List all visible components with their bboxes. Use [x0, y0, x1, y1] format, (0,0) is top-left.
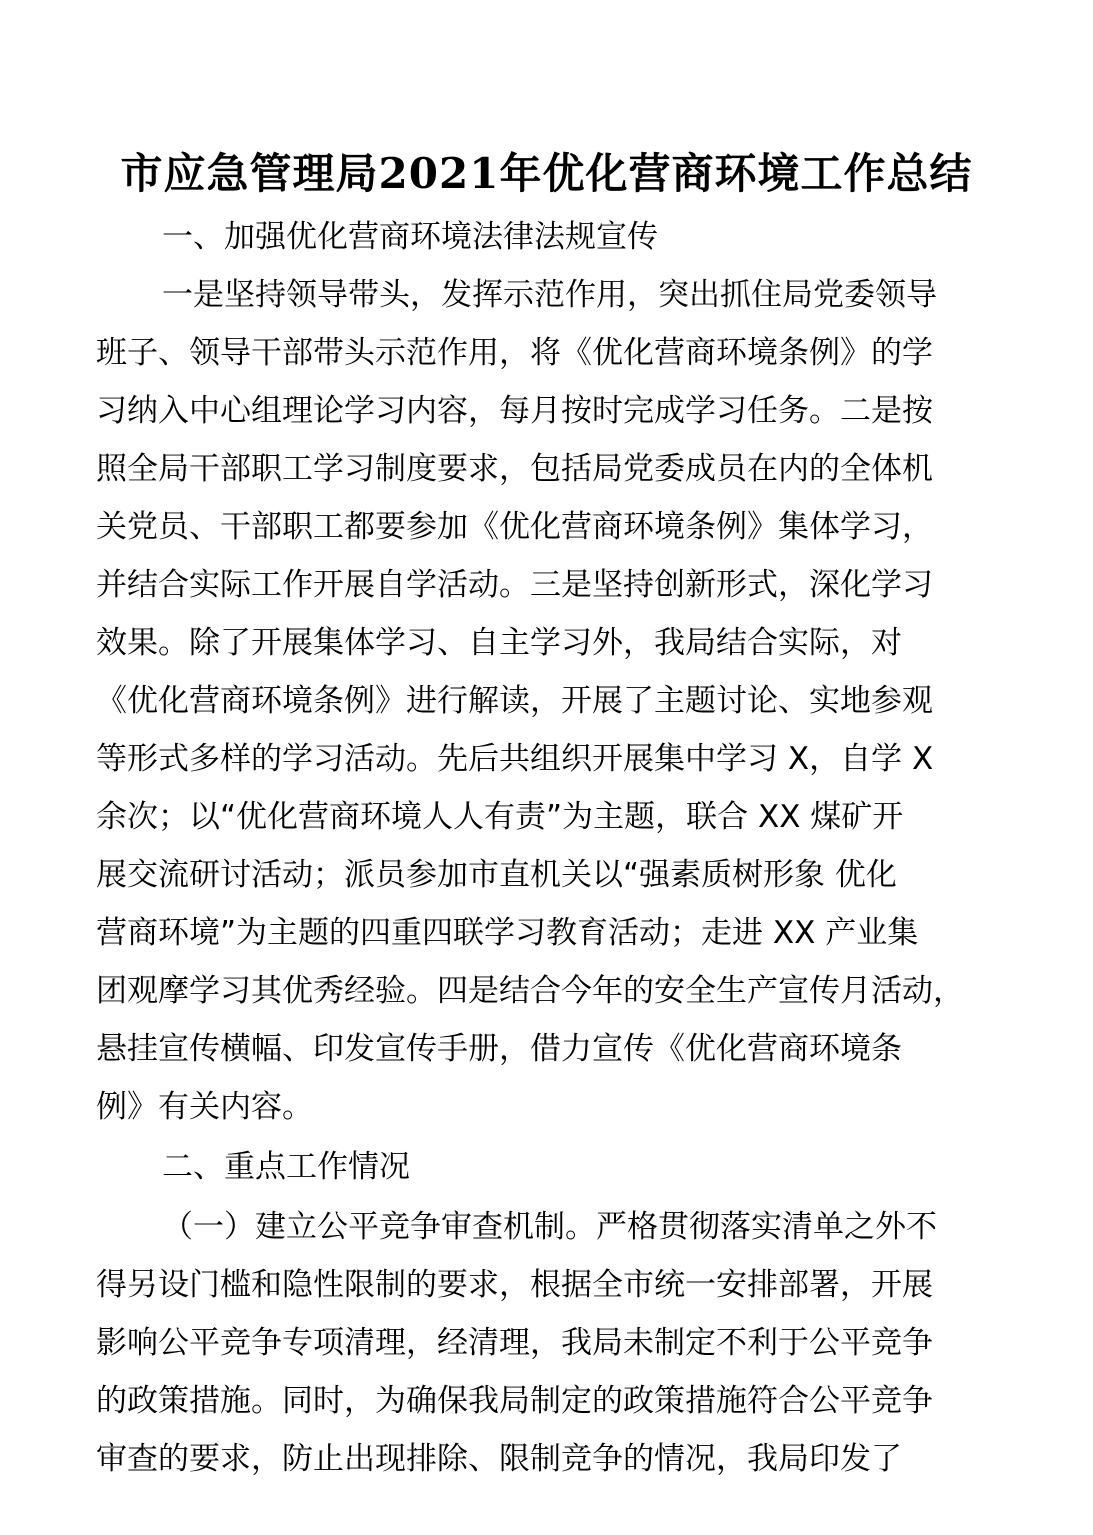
document-title: 市应急管理局2021年优化营商环境工作总结	[120, 149, 973, 198]
paragraph-line: 影响公平竞争专项清理，经清理，我局未制定不利于公平竞争	[96, 1325, 933, 1361]
paragraph-line: 团观摩学习其优秀经验。四是结合今年的安全生产宣传月活动，	[96, 973, 964, 1009]
paragraph-line: 等形式多样的学习活动。先后共组织开展集中学习 X，自学 X	[96, 741, 934, 777]
paragraph-line: 并结合实际工作开展自学活动。三是坚持创新形式，深化学习	[96, 567, 933, 603]
paragraph-line: 效果。除了开展集体学习、自主学习外，我局结合实际，对	[96, 625, 902, 661]
paragraph-line: 关党员、干部职工都要参加《优化营商环境条例》集体学习，	[96, 509, 933, 545]
paragraph-line: 一是坚持领导带头，发挥示范作用，突出抓住局党委领导	[162, 277, 937, 313]
paragraph-line: 的政策措施。同时，为确保我局制定的政策措施符合公平竞争	[96, 1383, 933, 1419]
paragraph-line: 《优化营商环境条例》进行解读，开展了主题讨论、实地参观	[96, 683, 933, 719]
paragraph-line: 展交流研讨活动；派员参加市直机关以“强素质树形象 优化	[96, 857, 897, 893]
paragraph-line: 习纳入中心组理论学习内容，每月按时完成学习任务。二是按	[96, 393, 933, 429]
paragraph-line: 审查的要求，防止出现排除、限制竞争的情况，我局印发了	[96, 1441, 902, 1477]
section-heading-2: 二、重点工作情况	[162, 1149, 410, 1185]
paragraph-line: （一）建立公平竞争审查机制。严格贯彻落实清单之外不	[162, 1209, 937, 1245]
paragraph-line: 照全局干部职工学习制度要求，包括局党委成员在内的全体机	[96, 451, 933, 487]
section-heading-1: 一、加强优化营商环境法律法规宣传	[162, 219, 658, 255]
paragraph-line: 例》有关内容。	[96, 1089, 313, 1125]
document-body	[96, 208, 1006, 1518]
paragraph-line: 悬挂宣传横幅、印发宣传手册，借力宣传《优化营商环境条	[96, 1031, 902, 1067]
paragraph-line: 班子、领导干部带头示范作用，将《优化营商环境条例》的学	[96, 335, 933, 371]
paragraph-line: 得另设门槛和隐性限制的要求，根据全市统一安排部署，开展	[96, 1267, 933, 1303]
paragraph-line: 余次；以“优化营商环境人人有责”为主题，联合 XX 煤矿开	[96, 799, 904, 835]
paragraph-line: 营商环境”为主题的四重四联学习教育活动；走进 XX 产业集	[96, 915, 919, 951]
